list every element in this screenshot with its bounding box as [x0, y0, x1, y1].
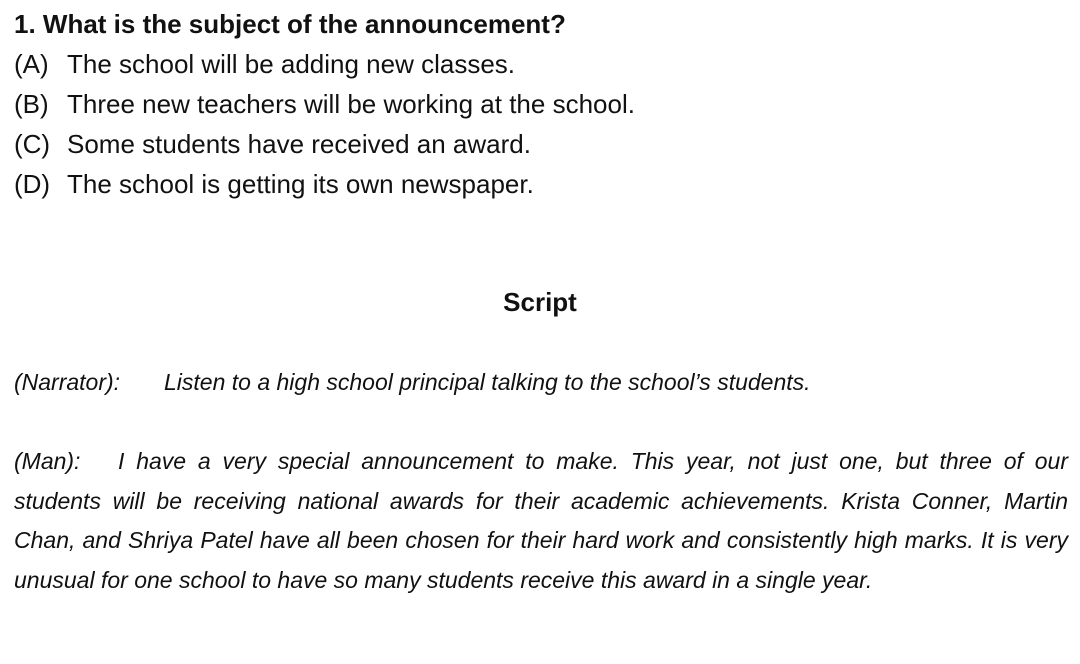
narrator-speaker: (Narrator): [14, 369, 121, 395]
man-text: I have a very special announcement to make. This year, not just one, but three of our students will be receiving national awards for their academic achievements. Krista Conner, Martin Chan, and Shriya Patel have all been chosen for their hard work and consistently high marks. It is very unusual for one school to have so many students receive this award in a single year. [14, 448, 1068, 593]
man-paragraph [14, 442, 1068, 600]
option-text: Some students have received an award. [67, 128, 531, 159]
option-c [14, 124, 635, 164]
answer-options [14, 44, 635, 204]
option-letter: (D) [14, 168, 51, 199]
narrator-line [14, 364, 811, 400]
option-b [14, 84, 635, 124]
script-title: Script [503, 287, 577, 317]
option-text: The school will be adding new classes. [67, 48, 516, 79]
option-letter: (C) [14, 128, 51, 159]
option-text: Three new teachers will be working at the school. [67, 88, 635, 119]
man-speaker: (Man): [14, 448, 81, 474]
option-letter: (B) [14, 88, 49, 119]
option-letter: (A) [14, 48, 49, 79]
option-a [14, 44, 635, 84]
narrator-text: Listen to a high school principal talking to the school’s students. [164, 369, 811, 395]
option-text: The school is getting its own newspaper. [67, 168, 534, 199]
option-d [14, 164, 635, 204]
question-title: 1. What is the subject of the announcement? [14, 9, 566, 39]
